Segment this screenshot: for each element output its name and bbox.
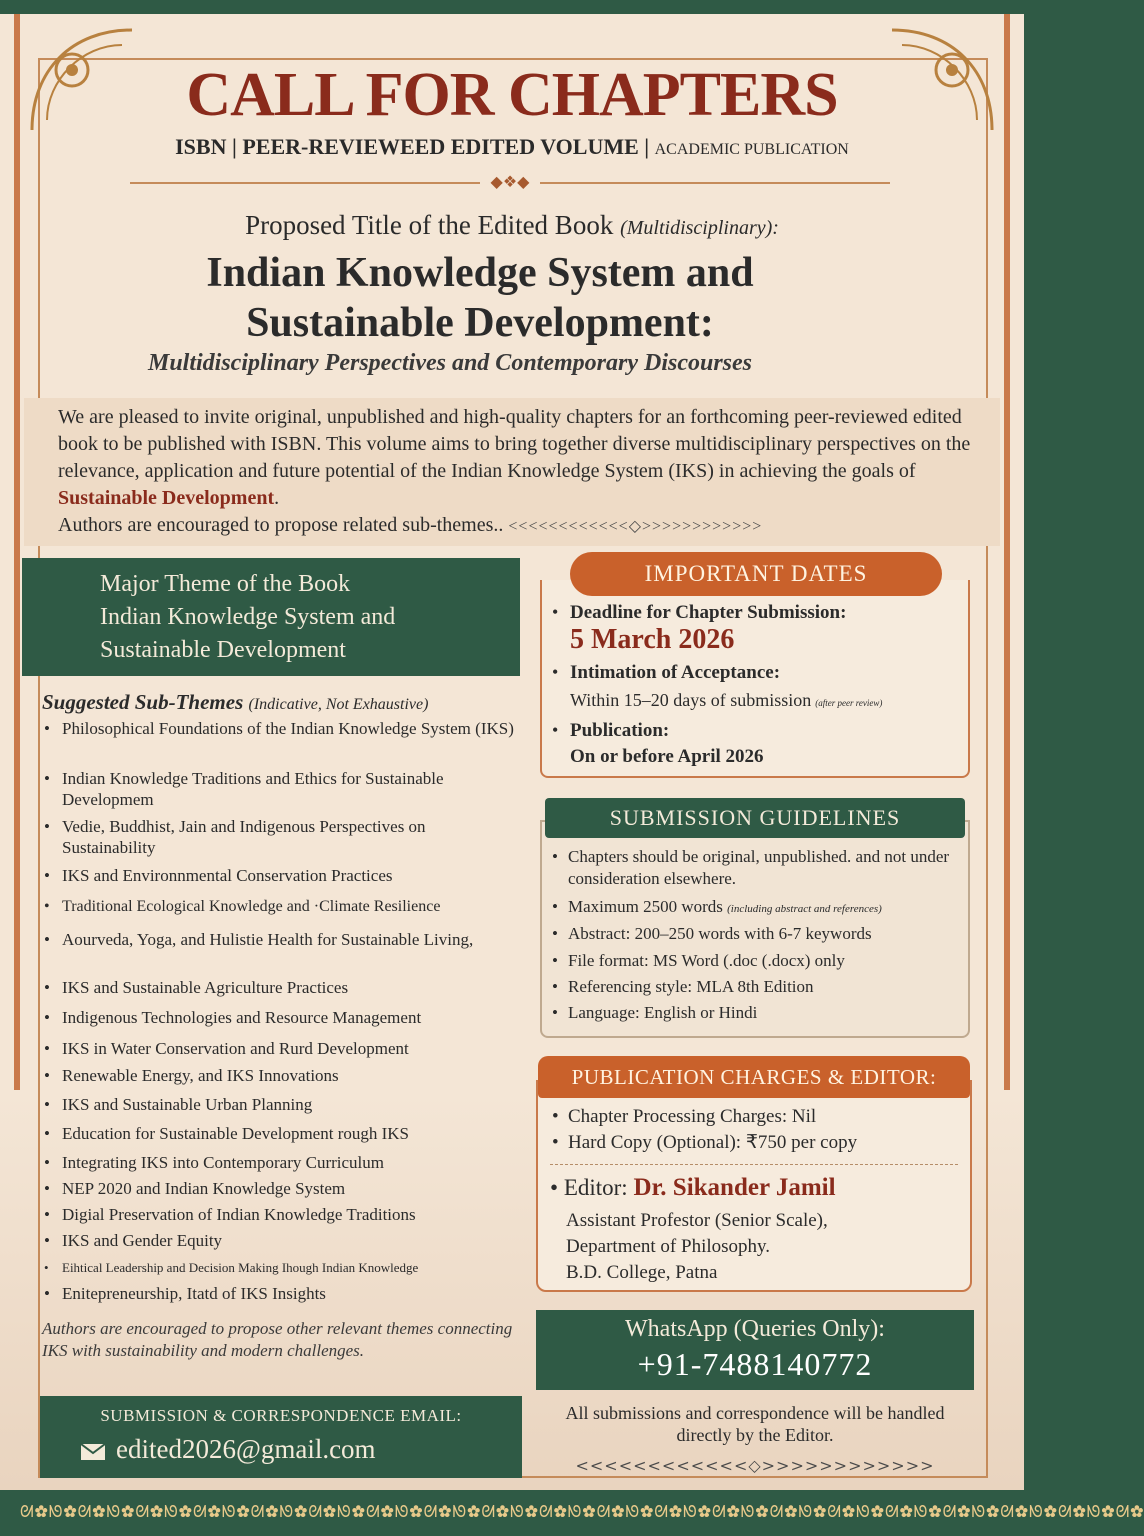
guideline-words-note: (including abstract and references) [727,903,882,915]
intro-paragraph [58,404,978,540]
list-item: • Aourveda, Yoga, and Hulistie Health for Sustainable Living, [40,929,520,950]
editor-line: • Editor: Dr. Sikander Jamil [550,1174,836,1201]
bottom-pattern: ᘛ✿ᘚ✿ᘛ✿ᘚ✿ᘛ✿ᘚ✿ᘛ✿ᘚ✿ᘛ✿ᘚ✿ᘛ✿ᘚ✿ᘛ✿ᘚ✿ᘛ✿ᘚ✿ᘛ✿ᘚ✿ᘛ✿ᘚ✿ᘛ✿ᘚ✿ᘛ✿ᘚ✿ᘛ✿ᘚ✿ᘛ✿ᘚ✿ᘛ✿ᘚ✿ᘛ✿ᘚ✿ᘛ✿ᘚ✿ᘛ✿ᘚ✿ᘛ✿ᘚ✿ᘛ✿ [20,1502,1144,1521]
publication-date-value-row [550,746,960,768]
list-item: • Education for Sustainable Development rough IKS [40,1123,520,1144]
intro-highlight: Sustainable Development [58,487,275,509]
list-item [550,896,965,920]
list-item: • Referencing style: MLA 8th Edition [550,976,965,998]
list-item: • IKS in Water Conservation and Rurd Development [40,1038,520,1059]
intimation-label: Intimation of Acceptance: [570,662,781,683]
subthemes-note: Authors are encouraged to propose other relevant themes connecting IKS with sustainability and modern challenges. [42,1319,513,1360]
subthemes-heading-note: (Indicative, Not Exhaustive) [248,696,429,713]
publication-divider [550,1164,958,1165]
publication-date-label: Publication: [570,720,670,741]
deadline-value: 5 March 2026 [570,624,735,655]
publication-heading: PUBLICATION CHARGES & EDITOR: [538,1056,970,1098]
intro-end: . [274,487,280,509]
publication-date-value: On or before April 2026 [570,746,764,767]
list-item: • Renewable Energy, and IKS Innovations [40,1065,520,1086]
proposed-title-label [120,210,904,241]
list-item: • Vedie, Buddhist, Jain and Indigenous Perspectives on Sustainability [40,816,520,858]
whatsapp-phone[interactable]: +91-7488140772 [637,1346,873,1382]
divider-ornament-icon: ◆❖◆ [480,172,540,191]
publication-subline [120,134,904,160]
list-item: • IKS and Environnmental Conservation Practices [40,865,520,886]
list-item: • IKS and Gender Equity [40,1230,520,1251]
intimation-value: Within 15–20 days of submission [570,690,812,710]
email-link[interactable] [80,1434,500,1465]
editor-name: Dr. Sikander Jamil [633,1174,836,1201]
editor-label: Editor: [563,1175,628,1200]
list-item: • Philosophical Foundations of the Indian Knowledge System (IKS) [40,718,520,739]
intro-line2: Authors are encouraged to propose related sub-themes.. [58,514,504,536]
list-item: • Integrating IKS into Contemporary Curriculum [40,1152,520,1173]
list-item: • File format: MS Word (.doc (.docx) only [550,950,965,972]
subthemes-heading [42,690,522,715]
list-item: • IKS and Sustainable Urban Planning [40,1094,520,1115]
theme-line-1: Major Theme of the Book [100,571,351,597]
deadline-label: Deadline for Chapter Submission: [570,602,847,623]
whatsapp-label: WhatsApp (Queries Only): [625,1316,885,1342]
intimation-value-row [550,690,960,711]
proposed-label: Proposed Title of the Edited Book [245,210,614,240]
publication-date-row: • Publication: [552,720,670,741]
list-item: • Enitepreneurship, Itatd of IKS Insights [40,1283,520,1304]
list-item: • Hard Copy (Optional): ₹750 per copy [550,1130,960,1156]
list-item: • NEP 2020 and Indian Knowledge System [40,1178,520,1199]
email-label: SUBMISSION & CORRESPONDENCE EMAIL: [100,1406,462,1425]
page-title: CALL FOR CHAPTERS [186,61,838,129]
list-item: • Digial Preservation of Indian Knowledge Traditions [40,1204,520,1225]
important-dates-heading: IMPORTANT DATES [570,552,942,596]
whatsapp-note: All submissions and correspondence will be handled directly by the Editor. [565,1403,945,1445]
guideline-words: Maximum 2500 words [568,897,723,916]
theme-line-3: Sustainable Development [100,637,346,663]
deadline-value-row [550,624,960,656]
list-item: • Chapters should be original, unpublished. and not under consideration elsewhere. [550,846,965,890]
list-item: • Chapter Processing Charges: Nil [550,1104,960,1130]
list-item: • Traditional Ecological Knowledge and ·Climate Resilience [40,896,520,917]
intimation-row: • Intimation of Acceptance: [552,662,781,683]
top-frame [0,0,1024,14]
list-item: • Indian Knowledge Traditions and Ethics for Sustainable Developmem [40,768,520,810]
subline-main: ISBN | PEER-REVIEWEED EDITED VOLUME | [175,134,650,159]
proposed-note: (Multidisciplinary): [620,217,779,239]
book-title: Indian Knowledge System and Sustainable Development: [206,250,754,346]
major-theme-text [100,568,500,667]
bottom-arrows: <<<<<<<<<<<<◇>>>>>>>>>>>> [575,1456,935,1475]
list-item: • Abstract: 200–250 words with 6-7 keywords [550,923,965,945]
list-item: • Eihtical Leadership and Decision Making Ihough Indian Knowledge [40,1257,520,1278]
theme-line-2: Indian Knowledge System and [100,604,396,630]
subthemes-heading-text: Suggested Sub-Themes [42,690,244,714]
list-item: • Indigenous Technologies and Resource Management [40,1007,520,1028]
list-item: • IKS and Sustainable Agriculture Practices [40,977,520,998]
intro-arrows: <<<<<<<<<<<<◇>>>>>>>>>>>> [508,518,763,535]
intimation-note: (after peer review) [815,698,883,708]
list-item: • Language: English or Hindi [550,1002,965,1024]
editor-role: Assistant Profestor (Senior Scale), [566,1210,828,1231]
editor-info [566,1208,956,1286]
editor-dept: Department of Philosophy. [566,1236,771,1257]
intro-text: We are pleased to invite original, unpublished and high-quality chapters for an forthcoming peer-reviewed edited book to be published with ISBN. This volume aims to bring together diverse multidisciplinary perspectives on the relevance, application and future potential of the Indian Knowledge System (IKS) in achieving the goals of [58,406,971,482]
email-address: edited2026@gmail.com [116,1434,376,1464]
book-subtitle: Multidisciplinary Perspectives and Contemporary Discourses [147,350,752,376]
envelope-icon [80,1443,106,1461]
subline-small: ACADEMIC PUBLICATION [654,141,849,158]
editor-college: B.D. College, Patna [566,1262,718,1283]
guidelines-heading: SUBMISSION GUIDELINES [545,798,965,838]
deadline-row: • Deadline for Chapter Submission: [552,602,847,623]
